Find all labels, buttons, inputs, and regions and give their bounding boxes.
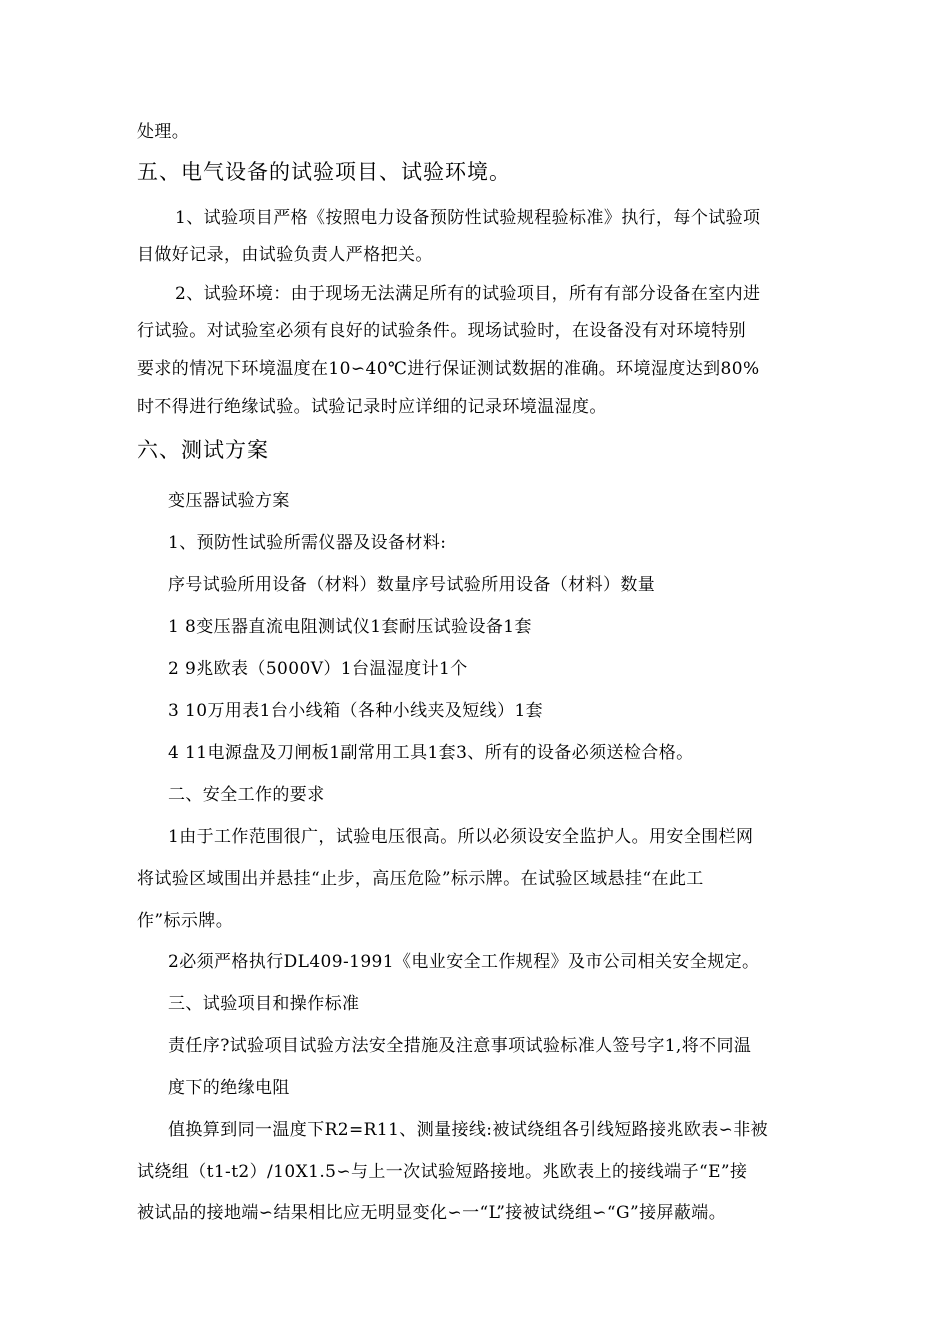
text-line: 目做好记录，由试验负责人严格把关。 xyxy=(137,245,433,265)
text-line: 4 11电源盘及刀闸板1副常用工具1套3、所有的设备必须送检合格。 xyxy=(168,743,694,763)
text-line: 2 9兆欧表（5000V）1台温湿度计1个 xyxy=(168,659,468,679)
text-line: 2必须严格执行DL409-1991《电业安全工作规程》及市公司相关安全规定。 xyxy=(168,952,760,972)
text-line: 度下的绝缘电阻 xyxy=(168,1078,290,1098)
section-heading-6: 六、测试方案 xyxy=(137,438,269,462)
text-line: 变压器试验方案 xyxy=(168,491,290,511)
text-line: 1由于工作范围很广，试验电压很高。所以必须设安全监护人。用安全围栏网 xyxy=(168,827,754,847)
text-line: 2、试验环境：由于现场无法满足所有的试验项目，所有有部分设备在室内进 xyxy=(175,284,761,304)
text-line: 三、试验项目和操作标准 xyxy=(168,994,360,1014)
text-line: 处理。 xyxy=(137,122,190,142)
text-line: 时不得进行绝缘试验。试验记录时应详细的记录环境温湿度。 xyxy=(137,397,607,417)
text-line: 1 8变压器直流电阻测试仪1套耐压试验设备1套 xyxy=(168,617,532,637)
text-line: 值换算到同一温度下R2=R11、测量接线:被试绕组各引线短路接兆欧表∽非被 xyxy=(168,1120,769,1140)
text-line: 责任序?试验项目试验方法安全措施及注意事项试验标准人签号字1,将不同温 xyxy=(168,1036,752,1056)
text-line: 行试验。对试验室必须有良好的试验条件。现场试验时，在设备没有对环境特别 xyxy=(137,321,746,341)
text-line: 1、试验项目严格《按照电力设备预防性试验规程验标准》执行，每个试验项 xyxy=(175,208,761,228)
text-line: 被试品的接地端∽结果相比应无明显变化∽一“L”接被试绕组∽“G”接屏蔽端。 xyxy=(137,1203,727,1223)
text-line: 将试验区域围出并悬挂“止步，高压危险”标示牌。在试验区域悬挂“在此工 xyxy=(137,869,704,889)
section-heading-5: 五、电气设备的试验项目、试验环境。 xyxy=(137,160,511,184)
text-line: 要求的情况下环境温度在10∽40℃进行保证测试数据的准确。环境湿度达到80% xyxy=(137,359,760,379)
text-line: 二、安全工作的要求 xyxy=(168,785,325,805)
text-line: 序号试验所用设备（材料）数量序号试验所用设备（材料）数量 xyxy=(168,575,656,595)
text-line: 作”标示牌。 xyxy=(137,911,234,931)
text-line: 1、预防性试验所需仪器及设备材料: xyxy=(168,533,447,553)
text-line: 试绕组（t1-t2）/10X1.5∽与上一次试验短路接地。兆欧表上的接线端子“E”接 xyxy=(137,1162,748,1182)
text-line: 3 10万用表1台小线箱（各种小线夹及短线）1套 xyxy=(168,701,544,721)
